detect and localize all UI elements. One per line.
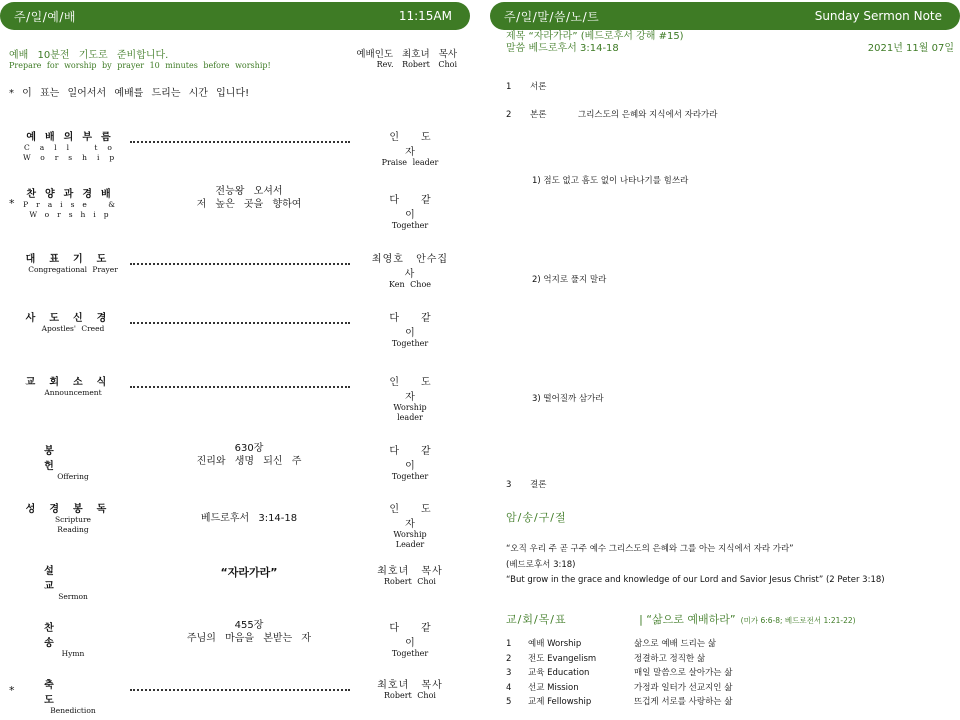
outline-sub-3: 3) 떨어질까 삼가라 xyxy=(532,394,604,404)
sermon-date: 2021년 11월 07일 xyxy=(867,43,954,54)
order-who-ko: 다같이 xyxy=(389,195,453,221)
order-item-ko: 교회소식 xyxy=(25,377,121,388)
order-center-text: 전능왕 오셔서 저 높은 곳을 향하여 xyxy=(196,186,302,210)
order-item-en: Sermon xyxy=(58,592,88,601)
sermon-scripture: 베드로후서 3:14-18 xyxy=(528,43,619,54)
left-header-bar xyxy=(0,2,470,30)
order-row-sermon xyxy=(9,562,449,610)
order-row-announcement xyxy=(9,373,453,422)
title-label: 제목 xyxy=(506,31,526,42)
standing-note: * 이 표는 일어서서 예배를 드리는 시간 입니다! xyxy=(9,88,250,99)
order-who-ko: 다같이 xyxy=(389,623,453,649)
scripture-label: 말씀 xyxy=(506,43,526,54)
order-item-ko: 축도 xyxy=(44,680,110,706)
order-row-benediction xyxy=(9,676,449,716)
intro-block xyxy=(9,46,457,70)
memory-verse xyxy=(506,541,954,589)
dotted-leader xyxy=(130,259,350,265)
right-header-title: 주/일/말/씀/노/트 xyxy=(504,9,600,24)
dotted-leader xyxy=(130,137,350,143)
order-row-offering xyxy=(9,442,453,490)
church-goals-heading: 교/회/목/표 xyxy=(506,613,567,626)
list-item: 2 전도 Evangelism 정결하고 정직한 삶 xyxy=(506,653,706,664)
church-motto-ref: (미가 6:6-8; 베드로전서 1:21-22) xyxy=(740,616,856,625)
order-row-praise-worship xyxy=(9,185,453,233)
order-who-ko: 다같이 xyxy=(389,446,453,472)
order-item-ko: 예배의부름 xyxy=(26,132,120,143)
order-row-creed xyxy=(9,309,453,357)
order-who-ko: 다같이 xyxy=(389,313,453,339)
memory-verse-en: “But grow in the grace and knowledge of our Lord and Savior Jesus Christ” (2 Peter 3:18) xyxy=(506,575,885,585)
outline-point-3: 3 결론 xyxy=(506,480,547,490)
order-item-ko: 찬송 xyxy=(44,623,110,649)
order-item-en: Scripture Reading xyxy=(55,515,91,534)
worship-leader xyxy=(356,46,457,69)
order-item-en: Praise & Worship xyxy=(23,200,123,219)
order-item-en: Apostles' Creed xyxy=(41,324,105,333)
sermon-title: “자라가라” xyxy=(220,566,278,579)
dotted-leader xyxy=(130,382,350,388)
order-who-ko: 인도자 xyxy=(389,132,453,158)
order-item-en: Congregational Prayer xyxy=(28,265,118,274)
order-item-ko: 설교 xyxy=(44,566,110,592)
order-item-ko: 대표기도 xyxy=(25,254,121,265)
order-who-ko: 인도자 xyxy=(389,377,453,403)
order-item-ko: 찬양과경배 xyxy=(26,189,120,200)
order-who-en: Worship Leader xyxy=(393,530,427,549)
outline-point-1: 1 서론 xyxy=(506,82,547,92)
order-who-ko: 인도자 xyxy=(389,504,453,530)
outline-sub-2: 2) 억지로 풀지 말라 xyxy=(532,275,607,285)
standing-mark: * xyxy=(9,197,15,210)
outline-intro: 서론 xyxy=(530,82,547,92)
order-center-text: 630장 진리와 생명 되신 주 xyxy=(196,443,302,467)
order-who-en: Together xyxy=(391,221,429,230)
outline-conclusion: 결론 xyxy=(530,480,547,490)
list-item: 5 교제 Fellowship 뜨겁게 서로를 사랑하는 삶 xyxy=(506,697,733,707)
outline-point-2: 2 본론 그리스도의 은혜와 지식에서 자라가라 xyxy=(506,110,718,120)
order-item-en: Benediction xyxy=(50,706,96,715)
order-center-text: 베드로후서 3:14-18 xyxy=(200,513,298,524)
dotted-leader xyxy=(130,685,350,691)
church-motto: | “삶으로 예배하라” xyxy=(639,613,736,626)
prayer-prep-en: Prepare for worship by prayer 10 minutes before worship! xyxy=(9,61,271,70)
outline-body: 그리스도의 은혜와 지식에서 자라가라 xyxy=(578,110,718,120)
order-item-en: Call to Worship xyxy=(23,143,125,162)
order-who-ko: 최호녀 목사 xyxy=(377,680,443,691)
dotted-leader xyxy=(130,318,350,324)
standing-mark: * xyxy=(9,684,15,697)
order-item-en: Offering xyxy=(57,472,89,481)
order-who-en: Robert Choi xyxy=(384,577,436,586)
right-header-subtitle: Sunday Sermon Note xyxy=(814,9,942,23)
order-row-scripture xyxy=(9,500,453,549)
order-item-en: Announcement xyxy=(44,388,102,397)
outline-body-head: 본론 xyxy=(530,110,547,120)
order-who-en: Together xyxy=(391,649,429,658)
order-who-ko: 최호녀 목사 xyxy=(377,566,443,577)
order-item-ko: 사도신경 xyxy=(25,313,121,324)
order-row-hymn xyxy=(9,619,453,667)
church-goals-list xyxy=(506,637,954,710)
order-item-ko: 성경봉독 xyxy=(25,504,121,515)
service-time: 11:15AM xyxy=(398,9,452,23)
order-who-en: Together xyxy=(391,472,429,481)
order-item-en: Hymn xyxy=(61,649,85,658)
order-who-en: Praise leader xyxy=(381,158,439,167)
sermon-note-title: “자라가라” (베드로후서 강해 #15) xyxy=(528,31,684,42)
order-row-call-to-worship xyxy=(9,128,453,176)
order-row-prayer xyxy=(9,250,449,298)
order-item-ko: 봉헌 xyxy=(44,446,110,472)
memory-verse-heading: 암/송/구/절 xyxy=(506,511,567,524)
list-item: 1 예배 Worship 삶으로 예배 드리는 삶 xyxy=(506,639,717,649)
order-who-en: Ken Choe xyxy=(388,280,431,289)
worship-leader-en: Rev. Robert Choi xyxy=(376,60,457,69)
order-who-ko: 최영호 안수집사 xyxy=(371,254,449,280)
church-goals-header xyxy=(506,608,954,627)
memory-verse-ko: “오직 우리 주 곧 구주 예수 그리스도의 은혜와 그를 아는 지식에서 자라 가라” xyxy=(506,544,794,554)
outline-sub-1: 1) 점도 없고 흠도 없이 나타나기를 힘쓰라 xyxy=(532,176,689,186)
prayer-prep-ko: 예배 10분전 기도로 준비합니다. xyxy=(9,50,169,61)
left-header-title: 주/일/예/배 xyxy=(14,9,76,24)
order-who-en: Robert Choi xyxy=(384,691,436,700)
list-item: 4 선교 Mission 가정과 일터가 선교지인 삶 xyxy=(506,682,733,693)
sermon-info xyxy=(506,31,954,55)
worship-leader-ko: 예배인도 최호녀 목사 xyxy=(356,49,457,60)
right-header-bar xyxy=(490,2,960,30)
order-center-text: 455장 주님의 마음을 본받는 자 xyxy=(186,620,312,644)
order-who-en: Worship leader xyxy=(393,403,427,422)
list-item: 3 교육 Education 매일 말씀으로 살아가는 삶 xyxy=(506,668,733,678)
order-who-en: Together xyxy=(391,339,429,348)
memory-verse-ref: (베드로후서 3:18) xyxy=(506,560,576,570)
